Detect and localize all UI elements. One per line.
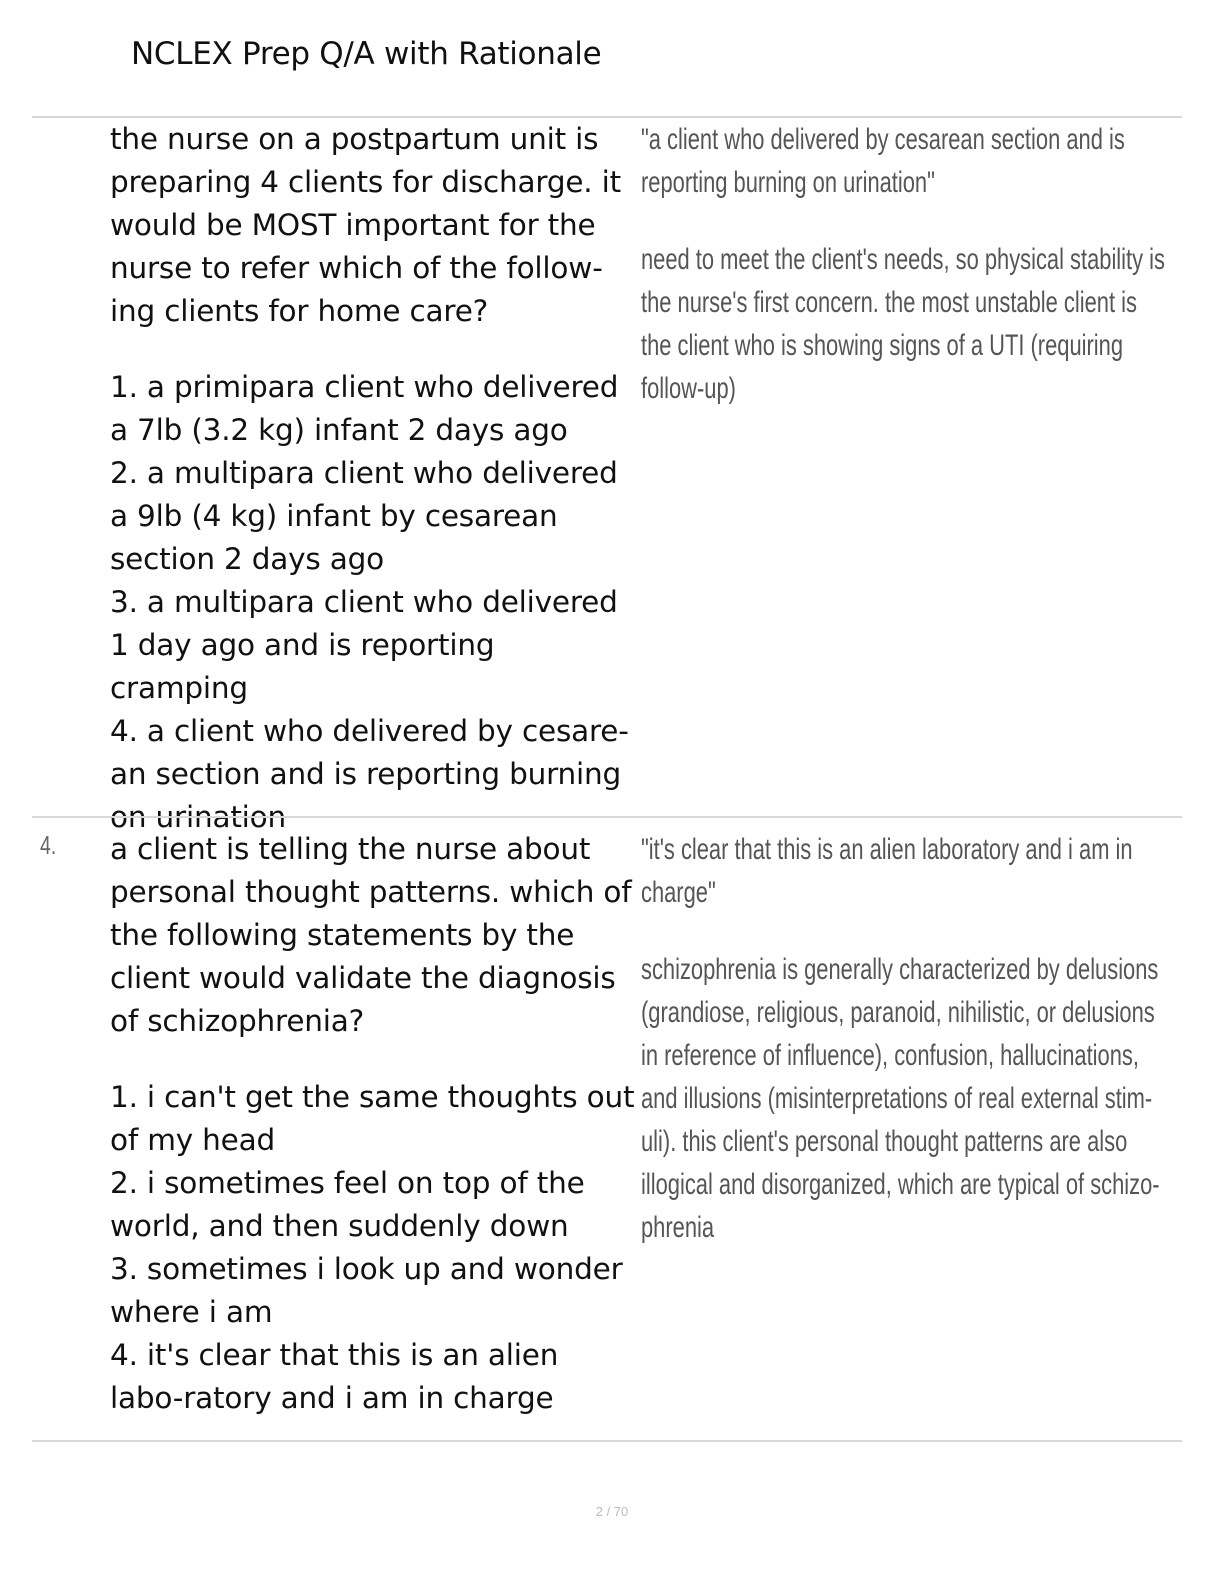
option-4: 4. a client who delivered by cesare-an section and is reporting burning on urination (110, 714, 629, 834)
rationale: schizophrenia is generally characterized by delusions (grandiose, religious, paranoid, nihilistic, or delusions in reference of influence), confusion, hallucinations, and illusions (misinterpretations of real external stim-uli). this client's personal thought patterns are also illogical and disorganized, which are typical of schizo-phrenia (641, 953, 1160, 1244)
card-number: 4. (40, 830, 57, 860)
option-3: 3. a multipara client who delivered 1 day ago and is reporting cramping (110, 585, 618, 705)
flashcard-schizophrenia (32, 828, 1182, 1438)
page-title: NCLEX Prep Q/A with Rationale (131, 36, 602, 72)
option-3: 3. sometimes i look up and wonder where i am (110, 1252, 623, 1329)
question-stem: a client is telling the nurse about personal thought patterns. which of the following statements by the client would validate the diagnosis of schizophrenia? (110, 832, 632, 1038)
option-2: 2. i sometimes feel on top of the world, and then suddenly down (110, 1166, 585, 1243)
option-1: 1. a primipara client who delivered a 7lb (3.2 kg) infant 2 days ago (110, 370, 619, 447)
option-2: 2. a multipara client who delivered a 9lb (4 kg) infant by cesarean section 2 days ago (110, 456, 618, 576)
divider-bottom (32, 1440, 1182, 1442)
option-1: 1. i can't get the same thoughts out of my head (110, 1080, 635, 1157)
question-stem: the nurse on a postpartum unit is preparing 4 clients for discharge. it would be MOST important for the nurse to refer which of the follow-ing clients for home care? (110, 122, 622, 328)
question-block (110, 118, 640, 839)
flashcard-postpartum-discharge (32, 118, 1182, 834)
rationale: need to meet the client's needs, so physical stability is the nurse's first concern. the most unstable client is the client who is showing signs of a UTI (requiring follow-up) (641, 243, 1165, 405)
correct-answer: "a client who delivered by cesarean section and is reporting burning on urination" (641, 123, 1125, 199)
correct-answer: "it's clear that this is an alien laboratory and i am in charge" (641, 833, 1133, 909)
answer-block (641, 118, 1167, 410)
question-block (110, 828, 640, 1420)
page-number: 2 / 70 (595, 1504, 629, 1519)
option-4: 4. it's clear that this is an alien labo-ratory and i am in charge (110, 1338, 559, 1415)
divider-middle (32, 816, 1182, 818)
answer-block (641, 828, 1167, 1249)
